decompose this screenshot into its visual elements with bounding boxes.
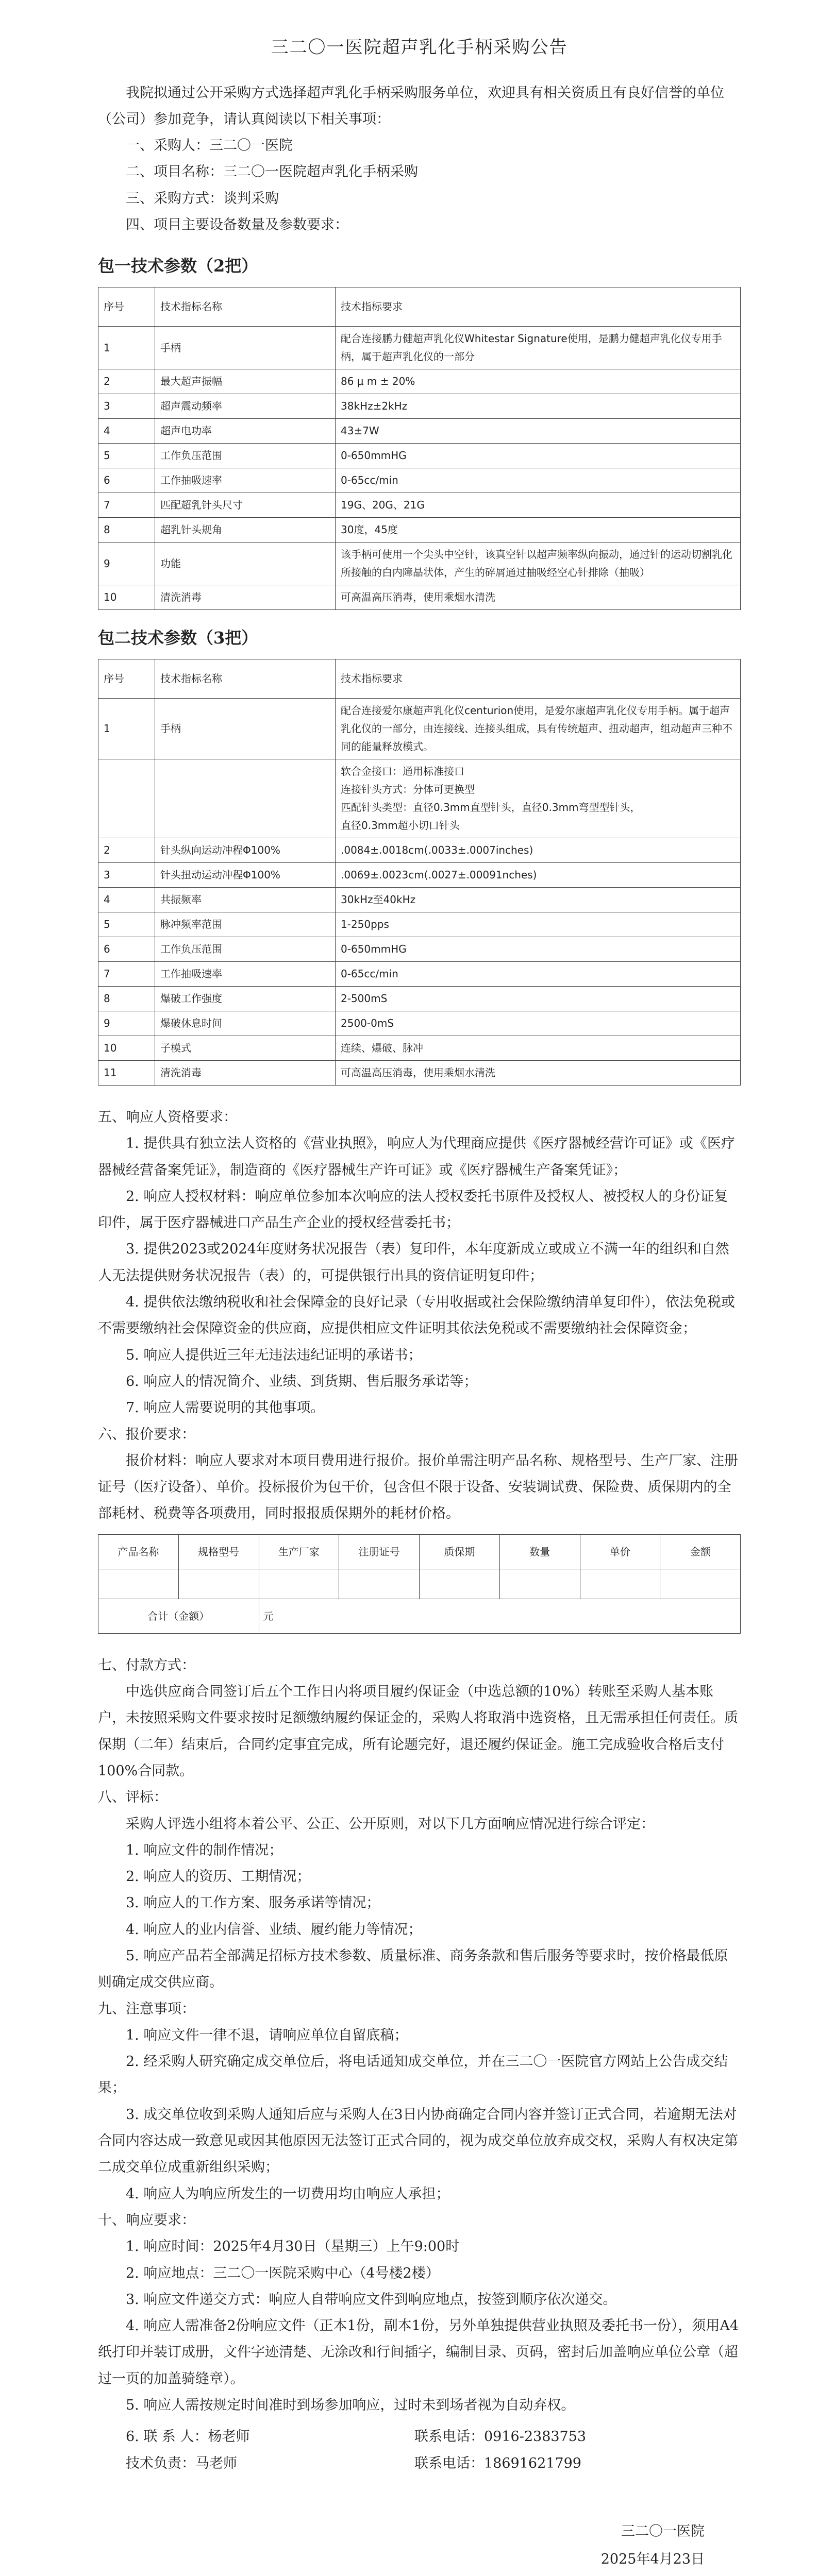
package2-heading: 包二技术参数（3把） — [98, 628, 258, 648]
table-row — [98, 887, 741, 912]
table-row — [98, 1036, 741, 1060]
cell: 工作负压范围 — [155, 937, 336, 961]
cell: 该手柄可使用一个尖头中空针，该真空针以超声频率纵向振动，通过针的运动切割乳化所接触的白内障晶状体，产生的碎屑通过抽吸经空心针排除（抽吸） — [336, 543, 741, 585]
intro-paragraph: 我院拟通过公开采购方式选择超声乳化手柄采购服务单位，欢迎具有相关资质且有良好信誉的单位（公司）参加竞争，请认真阅读以下相关事项： — [98, 84, 724, 127]
response-item: 5. 响应人需按规定时间准时到场参加响应，过时未到场者视为自动弃权。 — [126, 2397, 575, 2414]
cell — [155, 759, 336, 838]
cell: 2-500mS — [336, 986, 741, 1011]
header-cell: 技术指标要求 — [336, 659, 741, 698]
table-row — [98, 419, 741, 444]
response-item: 1. 响应时间：2025年4月30日（星期三）上午9:00时 — [126, 2239, 460, 2255]
signature-org: 三二〇一医院 — [621, 2523, 705, 2539]
cell: 6 — [98, 937, 155, 961]
cell: 11 — [98, 1060, 155, 1085]
cell: 5 — [98, 444, 155, 468]
table-row — [98, 759, 741, 838]
cell: 0-650mmHG — [336, 444, 741, 468]
cell — [499, 1569, 580, 1599]
quotation-text: 报价材料：响应人要求对本项目费用进行报价。报价单需注明产品名称、规格型号、生产厂家、注册证号（医疗设备）、单价。投标报价为包干价，包含但不限于设备、安装调试费、保险费、质保期内的全部耗材、税费等各项费用，同时报报质保期外的耗材价格。 — [98, 1452, 738, 1522]
notes-item: 1. 响应文件一律不退，请响应单位自留底稿； — [126, 2027, 408, 2043]
page-title: 三二〇一医院超声乳化手柄采购公告 — [271, 37, 568, 58]
cell: 最大超声振幅 — [155, 369, 336, 394]
table-row — [98, 912, 741, 937]
evaluation-item: 1. 响应文件的制作情况； — [126, 1842, 283, 1858]
cell: 10 — [98, 1036, 155, 1060]
basic-info — [98, 132, 741, 238]
header-cell: 单价 — [580, 1534, 660, 1569]
cell: 38kHz±2kHz — [336, 394, 741, 419]
contact-phone: 联系电话：0916-2383753 — [414, 2429, 587, 2445]
contact-person: 技术负责：马老师 — [126, 2455, 237, 2471]
cell: 9 — [98, 1011, 155, 1036]
interface-cell — [336, 759, 741, 838]
table-row — [98, 937, 741, 961]
table-row — [98, 444, 741, 468]
header-cell: 序号 — [98, 659, 155, 698]
cell: 8 — [98, 518, 155, 543]
cell — [259, 1569, 339, 1599]
cell: 配合连接爱尔康超声乳化仪centurion使用，是爱尔康超声乳化仪专用手柄。属于超声乳化仪的一部分，由连接线、连接头组成，具有传统超声、扭动超声，组动超声三种不同的能量释放模式。 — [336, 698, 741, 759]
qualification-item: 3. 提供2023或2024年度财务状况报告（表）复印件，本年度新成立或成立不满一年的组织和自然人无法提供财务状况报告（表）的，可提供银行出具的资信证明复印件； — [98, 1241, 729, 1284]
cell: 爆破休息时间 — [155, 1011, 336, 1036]
table-row — [98, 493, 741, 518]
table-row — [98, 961, 741, 986]
header-cell: 生产厂家 — [259, 1534, 339, 1569]
table-row — [98, 698, 741, 759]
total-row — [98, 1599, 741, 1633]
cell: 工作抽吸速率 — [155, 468, 336, 493]
interface-line: 软合金接口：通用标准接口 — [341, 765, 464, 777]
cell: 7 — [98, 961, 155, 986]
cell: 1 — [98, 327, 155, 369]
interface-line: 匹配针头类型：直径0.3mm直型针头，直径0.3mm弯型型针头， — [341, 801, 641, 814]
cell — [98, 1569, 179, 1599]
contact-person: 6. 联 系 人：杨老师 — [126, 2429, 250, 2445]
quotation-heading: 六、报价要求： — [98, 1426, 195, 1443]
quotation-section — [98, 1421, 741, 1634]
cell: 匹配超乳针头尺寸 — [155, 493, 336, 518]
evaluation-item: 2. 响应人的资历、工期情况； — [126, 1869, 311, 1885]
notes-heading: 九、注意事项： — [98, 2001, 195, 2017]
header-cell: 技术指标要求 — [336, 287, 741, 327]
cell — [580, 1569, 660, 1599]
cell: 0-650mmHG — [336, 937, 741, 961]
payment-text: 中选供应商合同签订后五个工作日内将项目履约保证金（中选总额的10%）转账至采购人基本账户，未按照采购文件要求按时足额缴纳履约保证金的，采购人将取消中选资格，且无需承担任何责任。质保期（二年）结束后，合同约定事宜完成，所有论题完好，退还履约保证金。施工完成验收合格后支付100%合同款。 — [98, 1684, 738, 1779]
qualification-section — [98, 1104, 741, 1421]
cell: 7 — [98, 493, 155, 518]
qualification-item: 2. 响应人授权材料：响应单位参加本次响应的法人授权委托书原件及授权人、被授权人的身份证复印件，属于医疗器械进口产品生产企业的授权经营委托书； — [98, 1188, 728, 1231]
contact-phone: 联系电话：18691621799 — [414, 2455, 581, 2471]
basic-item-purchaser: 一、采购人：三二〇一医院 — [126, 138, 293, 154]
notes-item: 4. 响应人为响应所发生的一切费用均由响应人承担； — [126, 2185, 450, 2202]
qualification-item: 5. 响应人提供近三年无违法违纪证明的承诺书； — [126, 1347, 422, 1363]
cell: 针头扭动运动冲程Φ100% — [155, 862, 336, 887]
header-cell: 技术指标名称 — [155, 659, 336, 698]
cell: .0069±.0023cm(.0027±.00091nches) — [336, 862, 741, 887]
interface-line: 连接针头方式：分体可更换型 — [341, 783, 475, 795]
cell: 4 — [98, 419, 155, 444]
cell: 工作负压范围 — [155, 444, 336, 468]
cell: 共振频率 — [155, 887, 336, 912]
header-cell: 数量 — [499, 1534, 580, 1569]
table-row — [98, 1060, 741, 1085]
cell: 4 — [98, 887, 155, 912]
cell: 30度，45度 — [336, 518, 741, 543]
response-heading: 十、响应要求： — [98, 2212, 195, 2228]
cell: 1-250pps — [336, 912, 741, 937]
cell: 爆破工作强度 — [155, 986, 336, 1011]
table-row — [98, 468, 741, 493]
package2-spec-table — [98, 659, 741, 1086]
cell: 超乳针头规角 — [155, 518, 336, 543]
header-cell: 金额 — [660, 1534, 741, 1569]
cell — [178, 1569, 259, 1599]
cell: 5 — [98, 912, 155, 937]
package1-spec-table — [98, 287, 741, 610]
cell: 脉冲频率范围 — [155, 912, 336, 937]
header-cell: 规格型号 — [178, 1534, 259, 1569]
notes-item: 3. 成交单位收到采购人通知后应与采购人在3日内协商确定合同内容并签订正式合同，若逾期无法对合同内容达成一致意见或因其他原因无法签订正式合同的，视为成交单位放弃成交权，采购人有权决定第二成交单位成重新组织采购； — [98, 2106, 738, 2176]
cell: 针头纵向运动冲程Φ100% — [155, 838, 336, 862]
payment-section — [98, 1652, 741, 1784]
header-cell: 质保期 — [420, 1534, 500, 1569]
cell: 3 — [98, 862, 155, 887]
evaluation-text: 采购人评选小组将本着公平、公正、公开原则，对以下几方面响应情况进行综合评定： — [126, 1816, 655, 1832]
package1-heading: 包一技术参数（2把） — [98, 256, 258, 276]
notes-item: 2. 经采购人研究确定成交单位后，将电话通知成交单位，并在三二〇一医院官方网站上公告成交结果； — [98, 2054, 728, 2096]
evaluation-item: 5. 响应产品若全部满足招标方技术参数、质量标准、商务条款和售后服务等要求时，按价格最低原则确定成交供应商。 — [98, 1947, 728, 1991]
cell: 配合连接鹏力健超声乳化仪Whitestar Signature使用，是鹏力健超声乳化仪专用手柄，属于超声乳化仪的一部分 — [336, 327, 741, 369]
cell: 19G、20G、21G — [336, 493, 741, 518]
cell: 功能 — [155, 543, 336, 585]
cell: 工作抽吸速率 — [155, 961, 336, 986]
notes-section — [98, 1996, 741, 2207]
table-header-row — [98, 659, 741, 698]
table-row — [98, 1011, 741, 1036]
cell: 0-65cc/min — [336, 961, 741, 986]
qualification-heading: 五、响应人资格要求： — [98, 1109, 237, 1125]
cell: 超声震动频率 — [155, 394, 336, 419]
cell: 超声电功率 — [155, 419, 336, 444]
cell: 2500-0mS — [336, 1011, 741, 1036]
table-row — [98, 369, 741, 394]
table-row — [98, 986, 741, 1011]
cell: 2 — [98, 369, 155, 394]
cell: .0084±.0018cm(.0033±.0007inches) — [336, 838, 741, 862]
header-cell: 序号 — [98, 287, 155, 327]
evaluation-item: 4. 响应人的业内信誉、业绩、履约能力等情况； — [126, 1921, 422, 1938]
table-row — [98, 518, 741, 543]
total-label: 合计（金额） — [98, 1599, 259, 1633]
signature-block — [98, 2518, 741, 2573]
cell — [420, 1569, 500, 1599]
evaluation-item: 3. 响应人的工作方案、服务承诺等情况； — [126, 1895, 380, 1911]
basic-item-method: 三、采购方式：谈判采购 — [126, 190, 279, 207]
cell: 43±7W — [336, 419, 741, 444]
table-row — [98, 862, 741, 887]
header-cell: 产品名称 — [98, 1534, 179, 1569]
cell: 可高温高压消毒，使用乘烟水清洗 — [336, 1060, 741, 1085]
cell — [98, 759, 155, 838]
evaluation-heading: 八、评标： — [98, 1789, 168, 1806]
header-cell: 技术指标名称 — [155, 287, 336, 327]
qualification-item: 1. 提供具有独立法人资格的《营业执照》，响应人为代理商应提供《医疗器械经营许可证》或《医疗器械经营备案凭证》，制造商的《医疗器械生产许可证》或《医疗器械生产备案凭证》； — [98, 1136, 735, 1178]
cell: 10 — [98, 585, 155, 610]
total-unit: 元 — [259, 1599, 741, 1633]
cell: 手柄 — [155, 327, 336, 369]
cell: 清洗消毒 — [155, 585, 336, 610]
cell: 0-65cc/min — [336, 468, 741, 493]
qualification-item: 7. 响应人需要说明的其他事项。 — [126, 1400, 325, 1416]
response-item: 2. 响应地点：三二〇一医院采购中心（4号楼2楼） — [126, 2265, 440, 2281]
interface-line: 直径0.3mm超小切口针头 — [341, 819, 460, 832]
table-row — [98, 394, 741, 419]
response-item: 3. 响应文件递交方式：响应人自带响应文件到响应地点，按签到顺序依次递交。 — [126, 2291, 617, 2308]
table-row — [98, 1569, 741, 1599]
cell — [339, 1569, 420, 1599]
quotation-table — [98, 1534, 741, 1634]
contact-row — [98, 2450, 741, 2477]
contacts — [98, 2424, 741, 2477]
cell: 3 — [98, 394, 155, 419]
payment-heading: 七、付款方式： — [98, 1657, 195, 1673]
qualification-item: 6. 响应人的情况简介、业绩、到货期、售后服务承诺等； — [126, 1373, 478, 1389]
table-row — [98, 327, 741, 369]
cell: 86 μ m ± 20% — [336, 369, 741, 394]
response-item: 4. 响应人需准备2份响应文件（正本1份，副本1份，另外单独提供营业执照及委托书一份），须用A4纸打印并装订成册，文件字迹清楚、无涂改和行间插字，编制目录、页码，密封后加盖响应单位公章（超过一页的加盖骑缝章）。 — [98, 2318, 739, 2387]
cell: 连续、爆破、脉冲 — [336, 1036, 741, 1060]
cell: 2 — [98, 838, 155, 862]
cell: 手柄 — [155, 698, 336, 759]
response-section — [98, 2207, 741, 2418]
basic-item-requirements: 四、项目主要设备数量及参数要求： — [126, 217, 348, 233]
contact-row — [98, 2424, 741, 2450]
cell: 9 — [98, 543, 155, 585]
header-cell: 注册证号 — [339, 1534, 420, 1569]
cell: 清洗消毒 — [155, 1060, 336, 1085]
cell: 子模式 — [155, 1036, 336, 1060]
cell: 可高温高压消毒，使用乘烟水清洗 — [336, 585, 741, 610]
table-header-row — [98, 287, 741, 327]
signature-date: 2025年4月23日 — [600, 2551, 705, 2567]
cell: 8 — [98, 986, 155, 1011]
table-row — [98, 543, 741, 585]
cell — [660, 1569, 741, 1599]
cell: 6 — [98, 468, 155, 493]
evaluation-section — [98, 1784, 741, 1995]
basic-item-project: 二、项目名称：三二〇一医院超声乳化手柄采购 — [126, 164, 418, 180]
table-row — [98, 838, 741, 862]
cell: 1 — [98, 698, 155, 759]
cell: 30kHz至40kHz — [336, 887, 741, 912]
table-row — [98, 585, 741, 610]
table-header-row — [98, 1534, 741, 1569]
qualification-item: 4. 提供依法缴纳税收和社会保障金的良好记录（专用收据或社会保险缴纳清单复印件），依法免税或不需要缴纳社会保障资金的供应商，应提供相应文件证明其依法免税或不需要缴纳社会保障资金； — [98, 1294, 735, 1337]
